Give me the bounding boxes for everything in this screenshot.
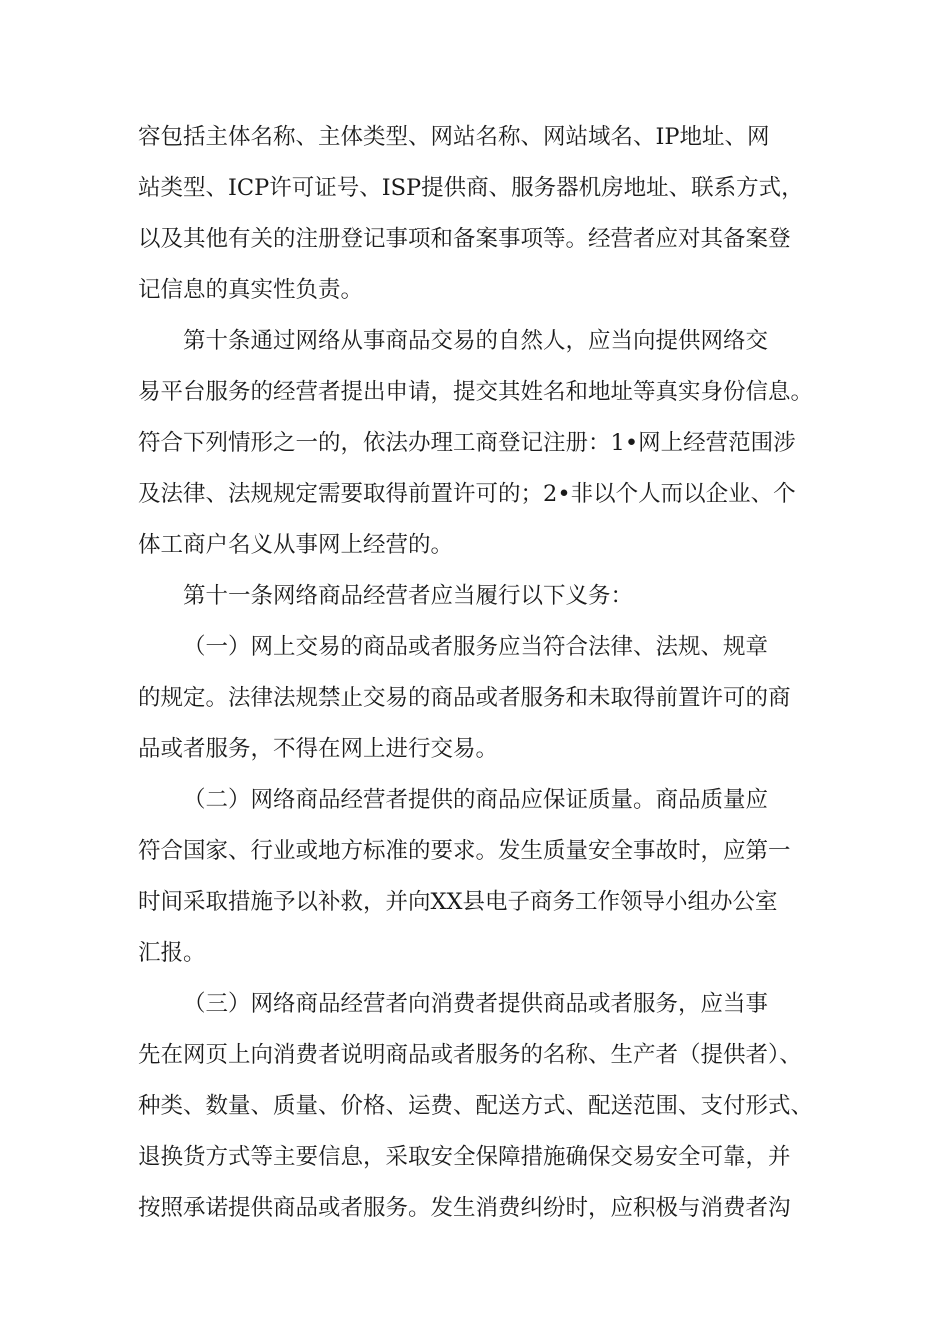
- text-line: 符合下列情形之一的，依法办理工商登记注册：1•网上经营范围涉: [138, 430, 796, 456]
- paragraph-start-line: （二）网络商品经营者提供的商品应保证质量。商品质量应: [183, 787, 769, 813]
- document-body: [138, 112, 828, 1234]
- text-line: 记信息的真实性负责。: [138, 277, 364, 303]
- text-line: 及法律、法规规定需要取得前置许可的；2•非以个人而以企业、个: [138, 481, 796, 507]
- text-line: 容包括主体名称、主体类型、网站名称、网站域名、IP地址、网: [138, 124, 770, 150]
- text-line: 站类型、ICP许可证号、ISP提供商、服务器机房地址、联系方式，: [138, 175, 804, 201]
- paragraph-start-line: 第十条通过网络从事商品交易的自然人，应当向提供网络交: [183, 328, 769, 354]
- text-line: 符合国家、行业或地方标准的要求。发生质量安全事故时，应第一: [138, 838, 791, 864]
- paragraph-start-line: （三）网络商品经营者向消费者提供商品或者服务，应当事: [183, 991, 769, 1017]
- text-line: 时间采取措施予以补救，并向XX县电子商务工作领导小组办公室: [138, 889, 778, 915]
- paragraph-start-line: （一）网上交易的商品或者服务应当符合法律、法规、规章: [183, 634, 769, 660]
- text-line: 易平台服务的经营者提出申请，提交其姓名和地址等真实身份信息。: [138, 379, 814, 405]
- text-line: 先在网页上向消费者说明商品或者服务的名称、生产者（提供者）、: [138, 1042, 802, 1068]
- text-line: 品或者服务，不得在网上进行交易。: [138, 736, 499, 762]
- text-line: 的规定。法律法规禁止交易的商品或者服务和未取得前置许可的商: [138, 685, 791, 711]
- text-line: 体工商户名义从事网上经营的。: [138, 532, 454, 558]
- text-line: 种类、数量、质量、价格、运费、配送方式、配送范围、支付形式、: [138, 1093, 814, 1119]
- text-line: 汇报。: [138, 940, 206, 966]
- text-line: 以及其他有关的注册登记事项和备案事项等。经营者应对其备案登: [138, 226, 791, 252]
- text-line: 按照承诺提供商品或者服务。发生消费纠纷时，应积极与消费者沟: [138, 1195, 791, 1221]
- text-line: 退换货方式等主要信息，采取安全保障措施确保交易安全可靠，并: [138, 1144, 791, 1170]
- paragraph-start-line: 第十一条网络商品经营者应当履行以下义务：: [183, 583, 634, 609]
